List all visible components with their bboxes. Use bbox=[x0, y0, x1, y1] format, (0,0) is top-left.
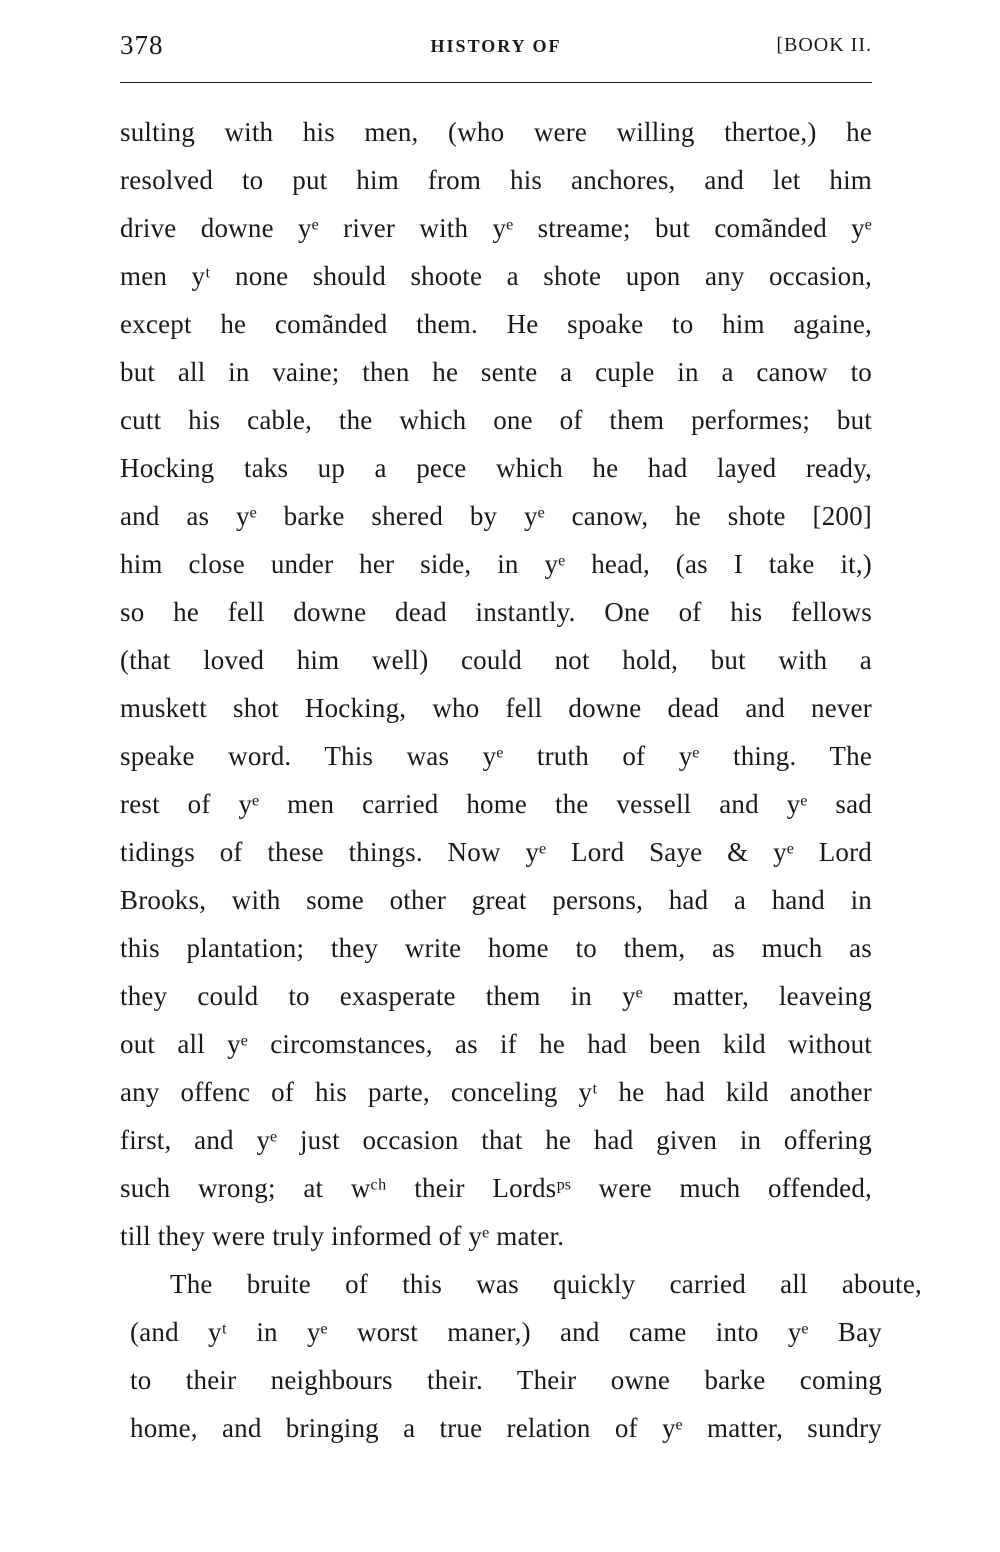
text-line: tidings of these things. Now yᵉ Lord Saye & yᵉ Lord bbox=[120, 837, 872, 867]
running-header bbox=[120, 28, 872, 68]
body-text bbox=[120, 108, 922, 1452]
text-line: but all in vaine; then he sente a cuple in a canow to bbox=[120, 357, 872, 387]
text-line: to their neighbours their. Their owne barke coming bbox=[130, 1365, 882, 1395]
text-line: this plantation; they write home to them, as much as bbox=[120, 933, 872, 963]
text-line: except he comãnded them. He spoake to him againe, bbox=[120, 309, 872, 339]
text-line: The bruite of this was quickly carried all aboute, bbox=[170, 1269, 922, 1299]
book-label: [BOOK II. bbox=[776, 34, 872, 56]
header-rule bbox=[120, 82, 872, 83]
page-number: 378 bbox=[120, 30, 164, 60]
text-line: him close under her side, in yᵉ head, (as I take it,) bbox=[120, 549, 872, 579]
text-line: and as yᵉ barke shered by yᵉ canow, he shote [200] bbox=[120, 501, 872, 531]
text-line: so he fell downe dead instantly. One of his fellows bbox=[120, 597, 872, 627]
text-line: out all yᵉ circomstances, as if he had been kild without bbox=[120, 1029, 872, 1059]
text-line: (and yᵗ in yᵉ worst maner,) and came into yᵉ Bay bbox=[130, 1317, 882, 1347]
text-line: cutt his cable, the which one of them performes; but bbox=[120, 405, 872, 435]
paragraph-2 bbox=[130, 1260, 922, 1452]
text-line: they could to exasperate them in yᵉ matter, leaveing bbox=[120, 981, 872, 1011]
text-line: sulting with his men, (who were willing thertoe,) he bbox=[120, 117, 872, 147]
text-line: first, and yᵉ just occasion that he had given in offering bbox=[120, 1125, 872, 1155]
text-line: (that loved him well) could not hold, but with a bbox=[120, 645, 872, 675]
text-line: Brooks, with some other great persons, had a hand in bbox=[120, 885, 872, 915]
running-title: HISTORY OF bbox=[430, 36, 562, 56]
text-line: men yᵗ none should shoote a shote upon any occasion, bbox=[120, 261, 872, 291]
text-line: rest of yᵉ men carried home the vessell and yᵉ sad bbox=[120, 789, 872, 819]
text-line: such wrong; at wᶜʰ their Lordsᵖˢ were much offended, bbox=[120, 1173, 872, 1203]
text-line: any offenc of his parte, conceling yᵗ he had kild another bbox=[120, 1077, 872, 1107]
text-line: drive downe yᵉ river with yᵉ streame; but comãnded yᵉ bbox=[120, 213, 872, 243]
text-line: home, and bringing a true relation of yᵉ matter, sundry bbox=[130, 1413, 882, 1443]
text-line: resolved to put him from his anchores, and let him bbox=[120, 165, 872, 195]
text-line: till they were truly informed of yᵉ mater. bbox=[120, 1221, 565, 1251]
text-line: Hocking taks up a pece which he had layed ready, bbox=[120, 453, 872, 483]
paragraph-1 bbox=[120, 108, 872, 1260]
text-line: muskett shot Hocking, who fell downe dead and never bbox=[120, 693, 872, 723]
text-line: speake word. This was yᵉ truth of yᵉ thing. The bbox=[120, 741, 872, 771]
